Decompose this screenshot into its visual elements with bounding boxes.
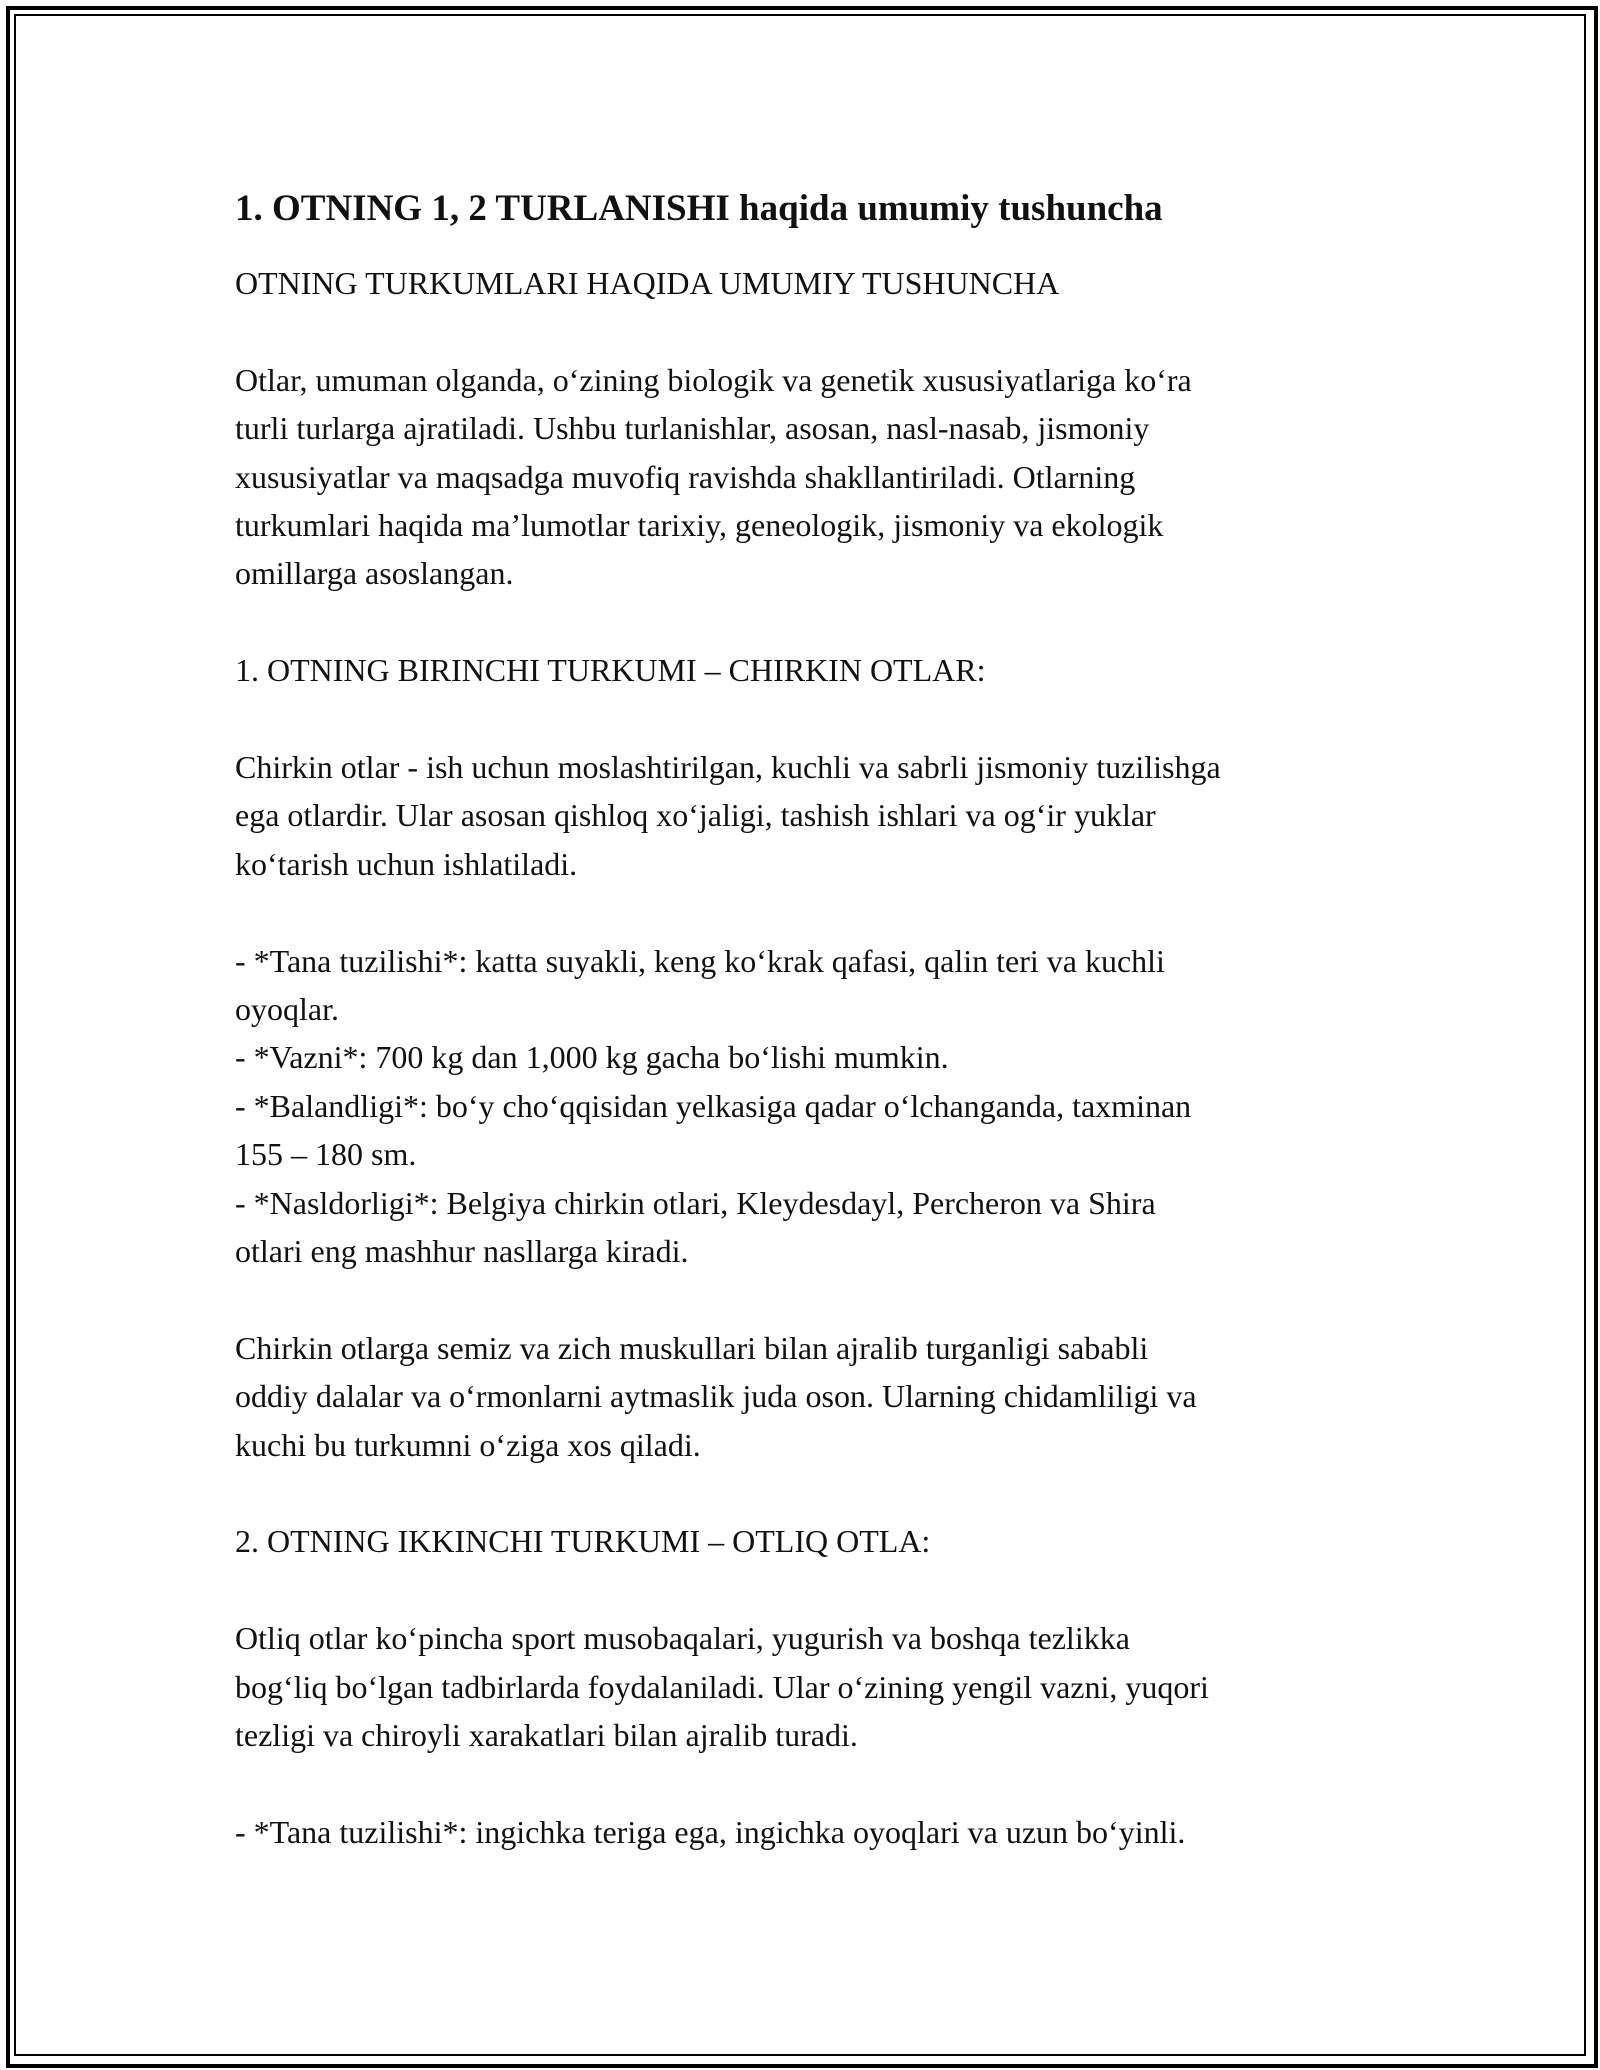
spacer: [235, 1469, 1375, 1517]
intro-line: Otlar, umuman olganda, o‘zining biologik va genetik xususiyatlariga ko‘ra: [235, 361, 1192, 398]
section2-heading: 2. OTNING IKKINCHI TURKUMI – OTLIQ OTLA:: [235, 1523, 931, 1560]
section1-heading: 1. OTNING BIRINCHI TURKUMI – CHIRKIN OTLAR:: [235, 652, 986, 689]
section1-conclusion-line: kuchi bu turkumni o‘ziga xos qiladi.: [235, 1426, 701, 1463]
section1-bullet-line: - *Nasldorligi*: Belgiya chirkin otlari, Kleydesdayl, Percheron va Shira: [235, 1184, 1156, 1221]
section1-description-line: ko‘tarish uchun ishlatiladi.: [235, 845, 578, 882]
section1-description-line: ega otlardir. Ular asosan qishloq xo‘jaligi, tashish ishlari va og‘ir yuklar: [235, 797, 1156, 834]
section1-conclusion-line: Chirkin otlarga semiz va zich muskullari bilan ajralib turganligi sababli: [235, 1329, 1149, 1366]
spacer: [235, 1759, 1375, 1807]
section1-bullet-line: otlari eng mashhur nasllarga kiradi.: [235, 1233, 689, 1270]
section1-conclusion: [235, 1324, 1375, 1469]
section1-bullet-line: oyoqlar.: [235, 991, 339, 1028]
section1-bullet-line: - *Vazni*: 700 kg dan 1,000 kg gacha bo‘lishi mumkin.: [235, 1039, 949, 1076]
section1-bullet-list: [235, 937, 1375, 1276]
section2-description-line: Otliq otlar ko‘pincha sport musobaqalari, yugurish va boshqa tezlikka: [235, 1620, 1130, 1657]
intro-paragraph: [235, 356, 1375, 598]
spacer: [235, 598, 1375, 646]
document-content: [235, 185, 1375, 1856]
spacer: [235, 1275, 1375, 1323]
section1-bullet-line: - *Tana tuzilishi*: katta suyakli, keng ko‘krak qafasi, qalin teri va kuchli: [235, 942, 1165, 979]
section1-description: [235, 743, 1375, 888]
document-subtitle: OTNING TURKUMLARI HAQIDA UMUMIY TUSHUNCHA: [235, 265, 1060, 301]
intro-line: turkumlari haqida ma’lumotlar tarixiy, geneologik, jismoniy va ekologik: [235, 507, 1164, 544]
section1-bullet-line: 155 – 180 sm.: [235, 1136, 417, 1173]
section2-description-line: tezligi va chiroyli xarakatlari bilan ajralib turadi.: [235, 1717, 858, 1754]
section1-description-line: Chirkin otlar - ish uchun moslashtirilgan, kuchli va sabrli jismoniy tuzilishga: [235, 749, 1221, 786]
section2-description-line: bog‘liq bo‘lgan tadbirlarda foydalaniladi. Ular o‘zining yengil vazni, yuqori: [235, 1668, 1209, 1705]
spacer: [235, 695, 1375, 743]
spacer: [235, 1566, 1375, 1614]
document-title: 1. OTNING 1, 2 TURLANISHI haqida umumiy tushuncha: [235, 188, 1163, 229]
section1-conclusion-line: oddiy dalalar va o‘rmonlarni aytmaslik juda oson. Ularning chidamliligi va: [235, 1378, 1197, 1415]
spacer: [235, 307, 1375, 355]
intro-line: omillarga asoslangan.: [235, 555, 514, 592]
section2-bullet-line: - *Tana tuzilishi*: ingichka teriga ega, ingichka oyoqlari va uzun bo‘yinli.: [235, 1813, 1186, 1850]
section1-bullet-line: - *Balandligi*: bo‘y cho‘qqisidan yelkasiga qadar o‘lchanganda, taxminan: [235, 1087, 1192, 1124]
section2-description: [235, 1614, 1375, 1759]
intro-line: xususiyatlar va maqsadga muvofiq ravishda shakllantiriladi. Otlarning: [235, 458, 1136, 495]
spacer: [235, 888, 1375, 936]
intro-line: turli turlarga ajratiladi. Ushbu turlanishlar, asosan, nasl-nasab, jismoniy: [235, 410, 1150, 447]
section2-bullet-list: [235, 1808, 1375, 1856]
